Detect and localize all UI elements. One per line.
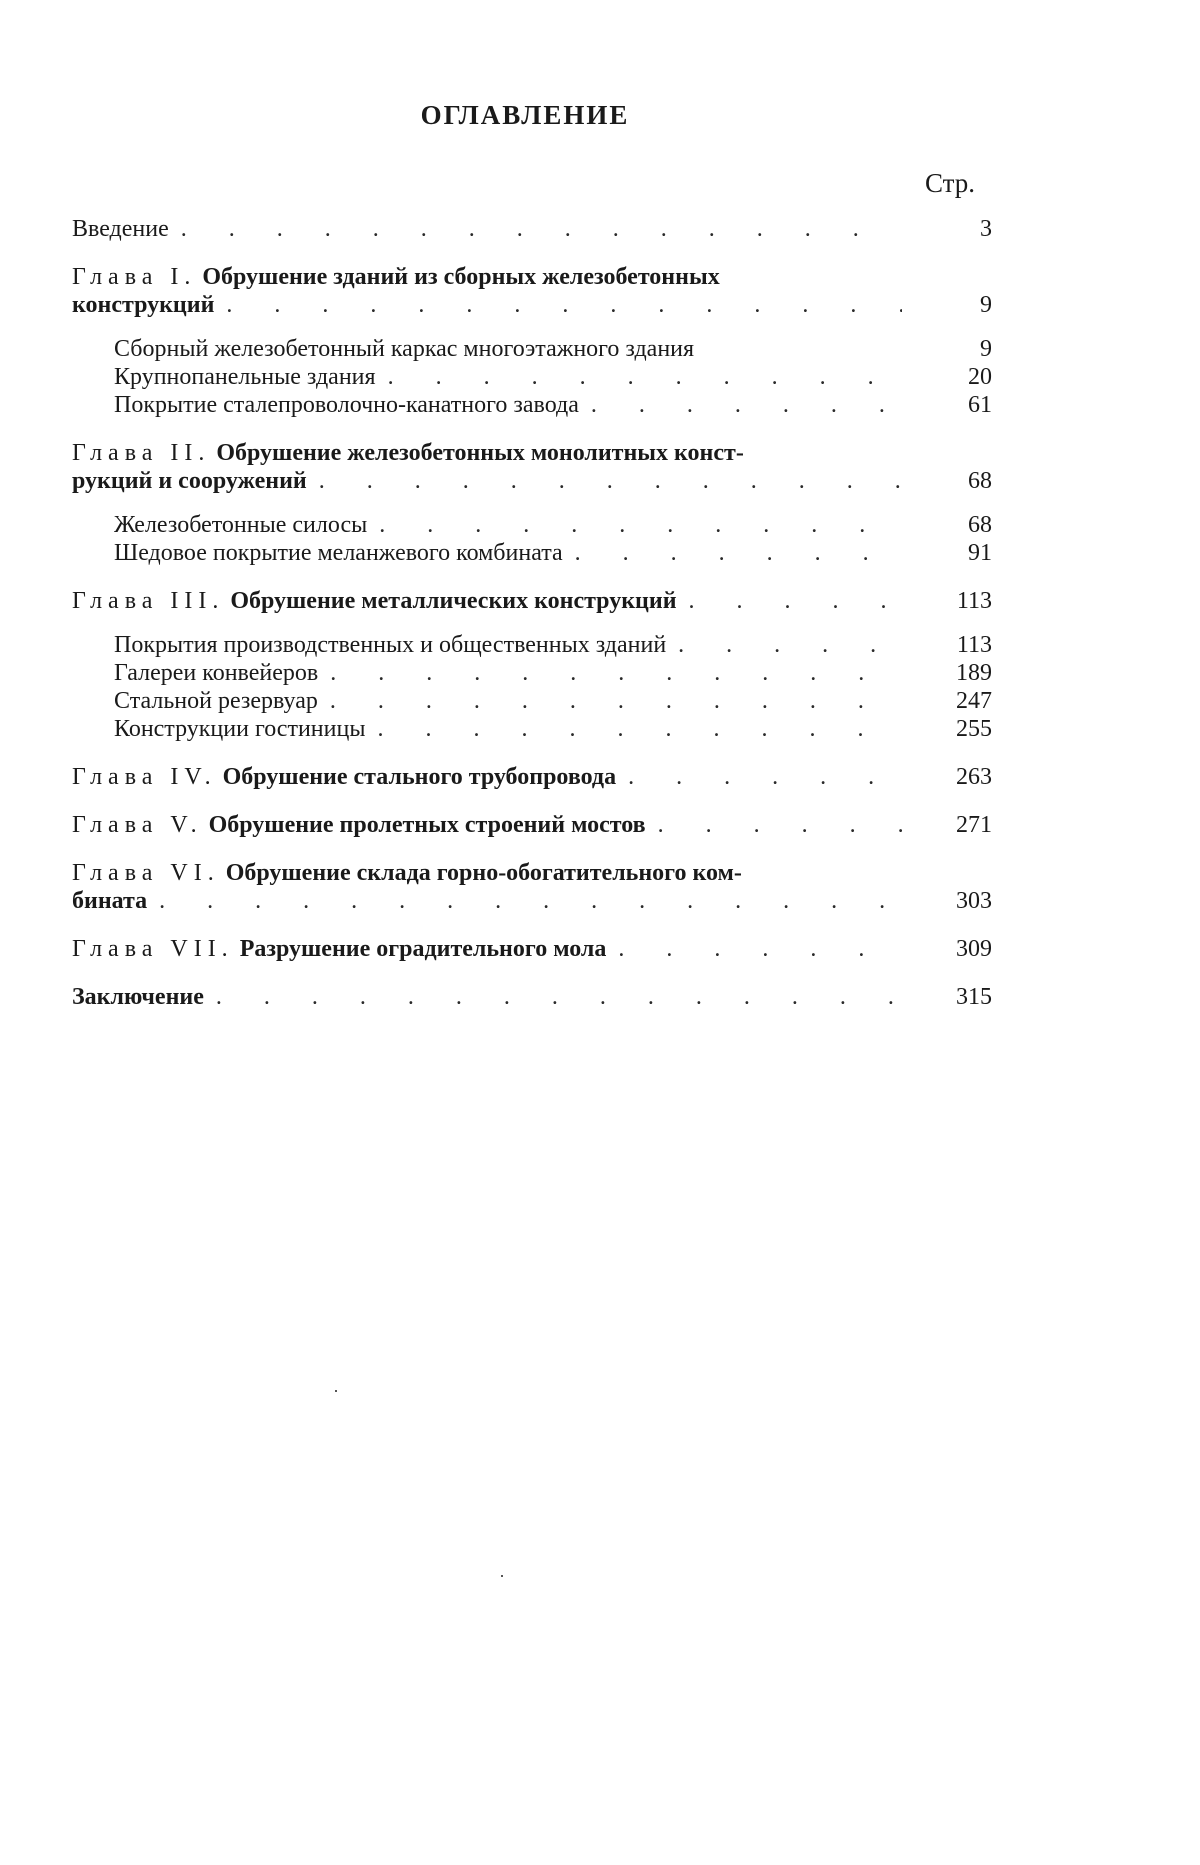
table-of-contents [72,215,992,1011]
chapter-title: Обрушение стального трубопровода [222,764,617,790]
chapter-title: Обрушение металлических конструкций [230,588,677,614]
chapter-label: Глава V. [72,812,203,838]
entry-page: 20 [968,364,992,390]
entry-page: 113 [956,588,992,614]
entry-title: Стальной резервуар [114,688,318,714]
dot-leader [319,467,902,495]
entry-page: 68 [968,512,992,538]
dot-leader [618,935,902,963]
toc-entry-chapter-6[interactable] [72,859,992,915]
entry-title: Галереи конвейеров [114,660,319,686]
entry-page: 91 [968,540,992,566]
toc-entry-chapter-1[interactable] [72,263,992,319]
chapter-title-continued: рукций и сооружений [72,468,307,494]
chapter-title: Обрушение пролетных строений мостов [208,812,646,838]
entry-page: 309 [956,936,992,962]
dot-leader [628,763,902,791]
entry-page: 3 [980,216,992,242]
toc-entry-section[interactable] [114,511,992,539]
chapter-title: Обрушение железобетонных монолитных конст- [216,440,744,466]
entry-title: Заключение [72,984,204,1010]
toc-entry-section[interactable] [114,391,992,419]
toc-entry-section[interactable] [114,363,992,391]
entry-page: 271 [956,812,992,838]
entry-page: 9 [980,336,992,362]
dot-leader [159,887,902,915]
toc-entry-chapter-5[interactable] [72,811,992,839]
toc-entry-conclusion[interactable] [72,983,992,1011]
entry-page: 61 [968,392,992,418]
chapter-label: Глава VII. [72,936,234,962]
toc-entry-chapter-2[interactable] [72,439,992,495]
chapter-title: Разрушение оградительного мола [239,936,607,962]
entry-title: Покрытия производственных и общественных зданий [114,632,667,658]
dot-leader [658,811,902,839]
entry-title: Сборный железобетонный каркас многоэтажного здания [114,336,695,362]
toc-entry-section[interactable] [114,715,992,743]
toc-entry-intro[interactable] [72,215,992,243]
chapter-title-continued: конструкций [72,292,215,318]
dot-leader [379,511,902,539]
chapter-label: Глава IV. [72,764,217,790]
entry-title: Покрытие сталепроволочно-канатного завода [114,392,579,418]
chapter-title: Обрушение склада горно-обогатительного ком- [225,860,742,886]
dot-leader [377,715,902,743]
toc-entry-section[interactable] [114,335,992,363]
chapter-label: Глава I. [72,264,197,290]
dot-leader [330,659,902,687]
scan-speck [335,1390,337,1392]
dot-leader [689,587,902,615]
toc-entry-section[interactable] [114,687,992,715]
chapter-title: Обрушение зданий из сборных железобетонных [202,264,720,290]
entry-page: 9 [980,292,992,318]
toc-entry-chapter-7[interactable] [72,935,992,963]
chapter-label: Глава III. [72,588,225,614]
scan-speck [501,1575,503,1577]
entry-title: Введение [72,216,169,242]
entry-page: 263 [956,764,992,790]
entry-title: Конструкции гостиницы [114,716,366,742]
chapter-1-sections [72,335,992,419]
entry-title: Шедовое покрытие меланжевого комбината [114,540,563,566]
chapter-title-continued: бината [72,888,148,914]
entry-page: 68 [968,468,992,494]
chapter-label: Глава VI. [72,860,220,886]
dot-leader [330,687,902,715]
entry-title: Крупнопанельные здания [114,364,376,390]
dot-leader [678,631,902,659]
entry-page: 189 [956,660,992,686]
chapter-3-sections [72,631,992,743]
chapter-2-sections [72,511,992,567]
toc-entry-section[interactable] [114,631,992,659]
dot-leader [226,291,902,319]
entry-page: 255 [956,716,992,742]
toc-entry-section[interactable] [114,659,992,687]
dot-leader [216,983,902,1011]
entry-page: 315 [956,984,992,1010]
page-column-header: Стр. [925,168,976,198]
dot-leader [591,391,902,419]
page-title: ОГЛАВЛЕНИЕ [420,100,630,130]
entry-page: 113 [956,632,992,658]
toc-entry-chapter-4[interactable] [72,763,992,791]
entry-title: Железобетонные силосы [114,512,368,538]
entry-page: 303 [956,888,992,914]
dot-leader [388,363,902,391]
dot-leader [181,215,902,243]
entry-page: 247 [956,688,992,714]
chapter-label: Глава II. [72,440,211,466]
toc-entry-chapter-3[interactable] [72,587,992,615]
dot-leader [575,539,902,567]
toc-entry-section[interactable] [114,539,992,567]
